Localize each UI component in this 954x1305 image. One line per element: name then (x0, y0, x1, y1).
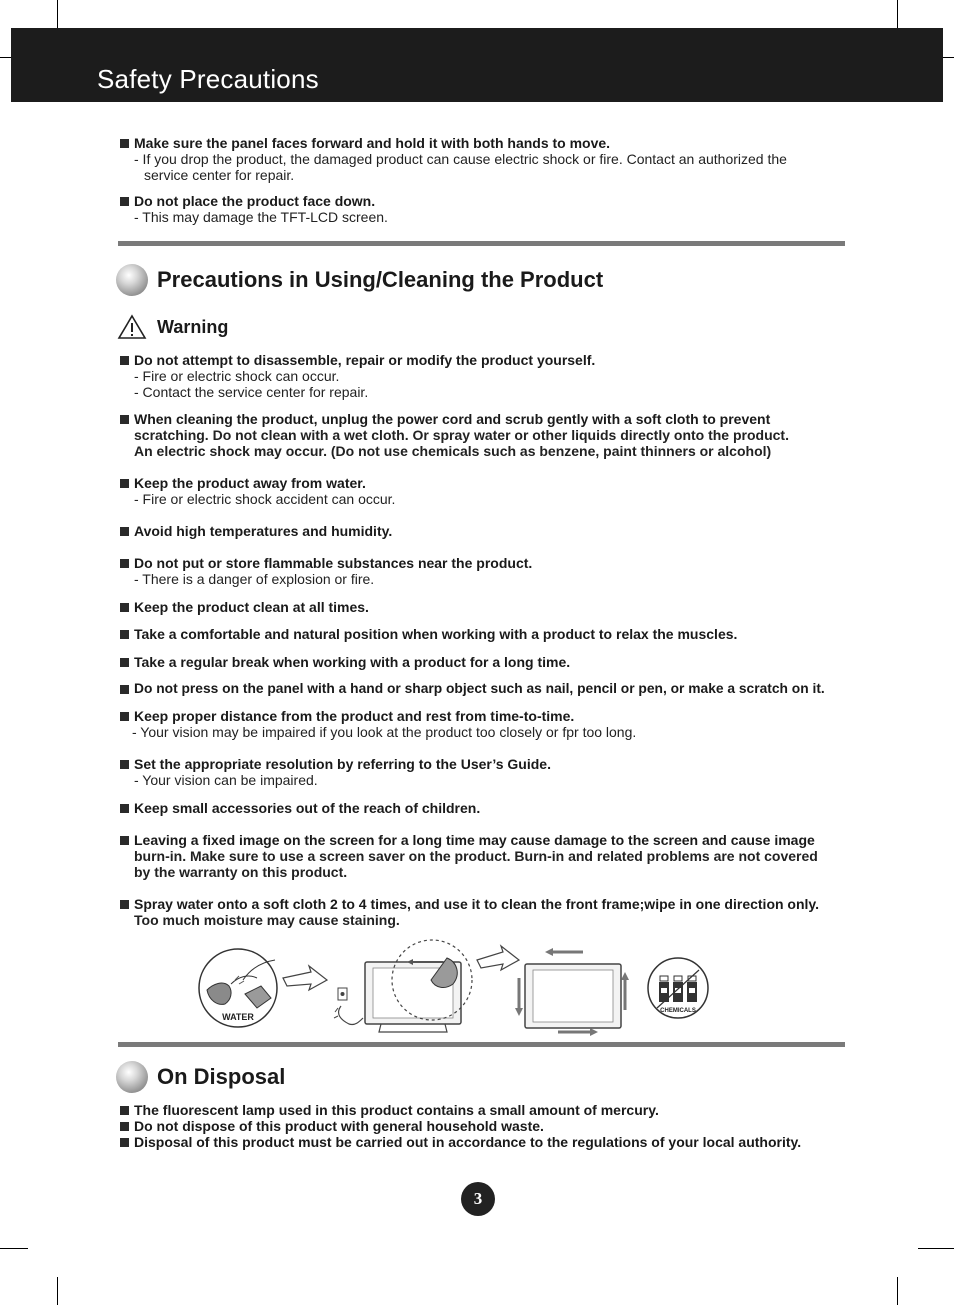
page-number: 3 (461, 1182, 495, 1216)
item-heading: Spray water onto a soft cloth 2 to 4 times, and use it to clean the front frame;wipe in one direction only. (120, 896, 860, 912)
water-spray-icon (199, 949, 277, 1027)
section-divider (118, 1042, 845, 1047)
section-divider (118, 241, 845, 246)
item-heading: Keep the product away from water. (120, 475, 860, 491)
item-heading-cont: scratching. Do not clean with a wet cloth. Or spray water or other liquids directly onto the product. (134, 427, 789, 443)
crop-mark (0, 57, 11, 58)
arrow-right-icon (283, 966, 327, 990)
item-detail: - Fire or electric shock accident can occur. (134, 491, 396, 507)
list-item (120, 135, 860, 183)
section-title: On Disposal (157, 1064, 286, 1089)
item-detail: - Fire or electric shock can occur. (134, 368, 340, 384)
item-detail: - This may damage the TFT-LCD screen. (134, 209, 388, 225)
list-item (120, 555, 860, 587)
crop-mark (943, 57, 954, 58)
item-detail: - Your vision may be impaired if you look at the product too closely or fpr too long. (132, 724, 637, 740)
list-item (120, 523, 860, 539)
section-title: Precautions in Using/Cleaning the Product (157, 267, 604, 292)
item-heading: Do not put or store flammable substances near the product. (120, 555, 860, 571)
warning-triangle-icon (117, 314, 147, 340)
item-heading: Leaving a fixed image on the screen for a long time may cause damage to the screen and cause image (120, 832, 860, 848)
crop-mark (57, 0, 58, 28)
item-heading: Do not attempt to disassemble, repair or modify the product yourself. (120, 352, 860, 368)
list-item (120, 896, 860, 928)
bullet-ball-icon (116, 1061, 148, 1093)
list-item (120, 800, 860, 816)
item-heading: Do not press on the panel with a hand or sharp object such as nail, pencil or pen, or make a scratch on it. (120, 681, 890, 697)
item-heading-cont: burn-in. Make sure to use a screen saver on the product. Burn-in and related problems are not covered (134, 848, 818, 864)
item-detail: - There is a danger of explosion or fire. (134, 571, 375, 587)
list-item (120, 1134, 860, 1150)
item-heading: Set the appropriate resolution by referring to the User’s Guide. (120, 756, 860, 772)
list-item (120, 599, 860, 615)
header-bar (11, 28, 943, 102)
list-item (120, 626, 860, 642)
crop-mark (897, 1277, 898, 1305)
item-heading: Do not dispose of this product with general household waste. (120, 1118, 860, 1134)
cleaning-illustration (195, 928, 715, 1040)
list-item (120, 832, 860, 880)
list-item (120, 708, 860, 740)
list-item (120, 475, 860, 507)
list-item (120, 681, 890, 697)
crop-mark (897, 0, 898, 28)
bullet-ball-icon (116, 264, 148, 296)
item-heading-cont: by the warranty on this product. (134, 864, 348, 880)
list-item (120, 756, 860, 788)
item-heading: The fluorescent lamp used in this product contains a small amount of mercury. (120, 1102, 860, 1118)
item-detail: - Contact the service center for repair. (134, 384, 369, 400)
power-plug-icon (334, 988, 363, 1025)
item-heading: Take a comfortable and natural position when working with a product to relax the muscles. (120, 626, 860, 642)
list-item (120, 1118, 860, 1134)
item-heading: Make sure the panel faces forward and hold it with both hands to move. (120, 135, 860, 151)
item-heading: Do not place the product face down. (120, 193, 860, 209)
list-item (120, 352, 860, 400)
crop-mark (0, 1248, 28, 1249)
item-detail: service center for repair. (144, 167, 295, 183)
item-heading: Avoid high temperatures and humidity. (120, 523, 860, 539)
item-heading: Keep proper distance from the product and rest from time-to-time. (120, 708, 860, 724)
water-label: WATER (222, 1012, 254, 1022)
page-title: Safety Precautions (97, 64, 319, 94)
no-chemicals-icon (648, 958, 708, 1018)
warning-heading (117, 314, 228, 340)
arrow-right-icon (477, 946, 519, 970)
crop-mark (918, 1248, 954, 1249)
item-heading: When cleaning the product, unplug the power cord and scrub gently with a soft cloth to prevent (120, 411, 860, 427)
monitor-icon (525, 964, 621, 1028)
warning-label: Warning (157, 316, 229, 337)
section-heading (116, 1059, 285, 1095)
crop-mark (57, 1277, 58, 1305)
list-item (120, 193, 860, 225)
item-heading-cont: Too much moisture may cause staining. (134, 912, 400, 928)
list-item (120, 411, 860, 459)
list-item (120, 654, 860, 670)
item-detail: - Your vision can be impaired. (134, 772, 318, 788)
list-item (120, 1102, 860, 1118)
section-heading (116, 262, 603, 298)
chemicals-label: CHEMICALS (660, 1008, 696, 1014)
item-heading-cont: An electric shock may occur. (Do not use chemicals such as benzene, paint thinners or alcohol) (134, 443, 772, 459)
item-heading: Take a regular break when working with a product for a long time. (120, 654, 860, 670)
item-detail: - If you drop the product, the damaged product can cause electric shock or fire. Contact an authorized the (134, 151, 787, 167)
item-heading: Disposal of this product must be carried out in accordance to the regulations of your local authority. (120, 1134, 860, 1150)
item-heading: Keep small accessories out of the reach of children. (120, 800, 860, 816)
item-heading: Keep the product clean at all times. (120, 599, 860, 615)
